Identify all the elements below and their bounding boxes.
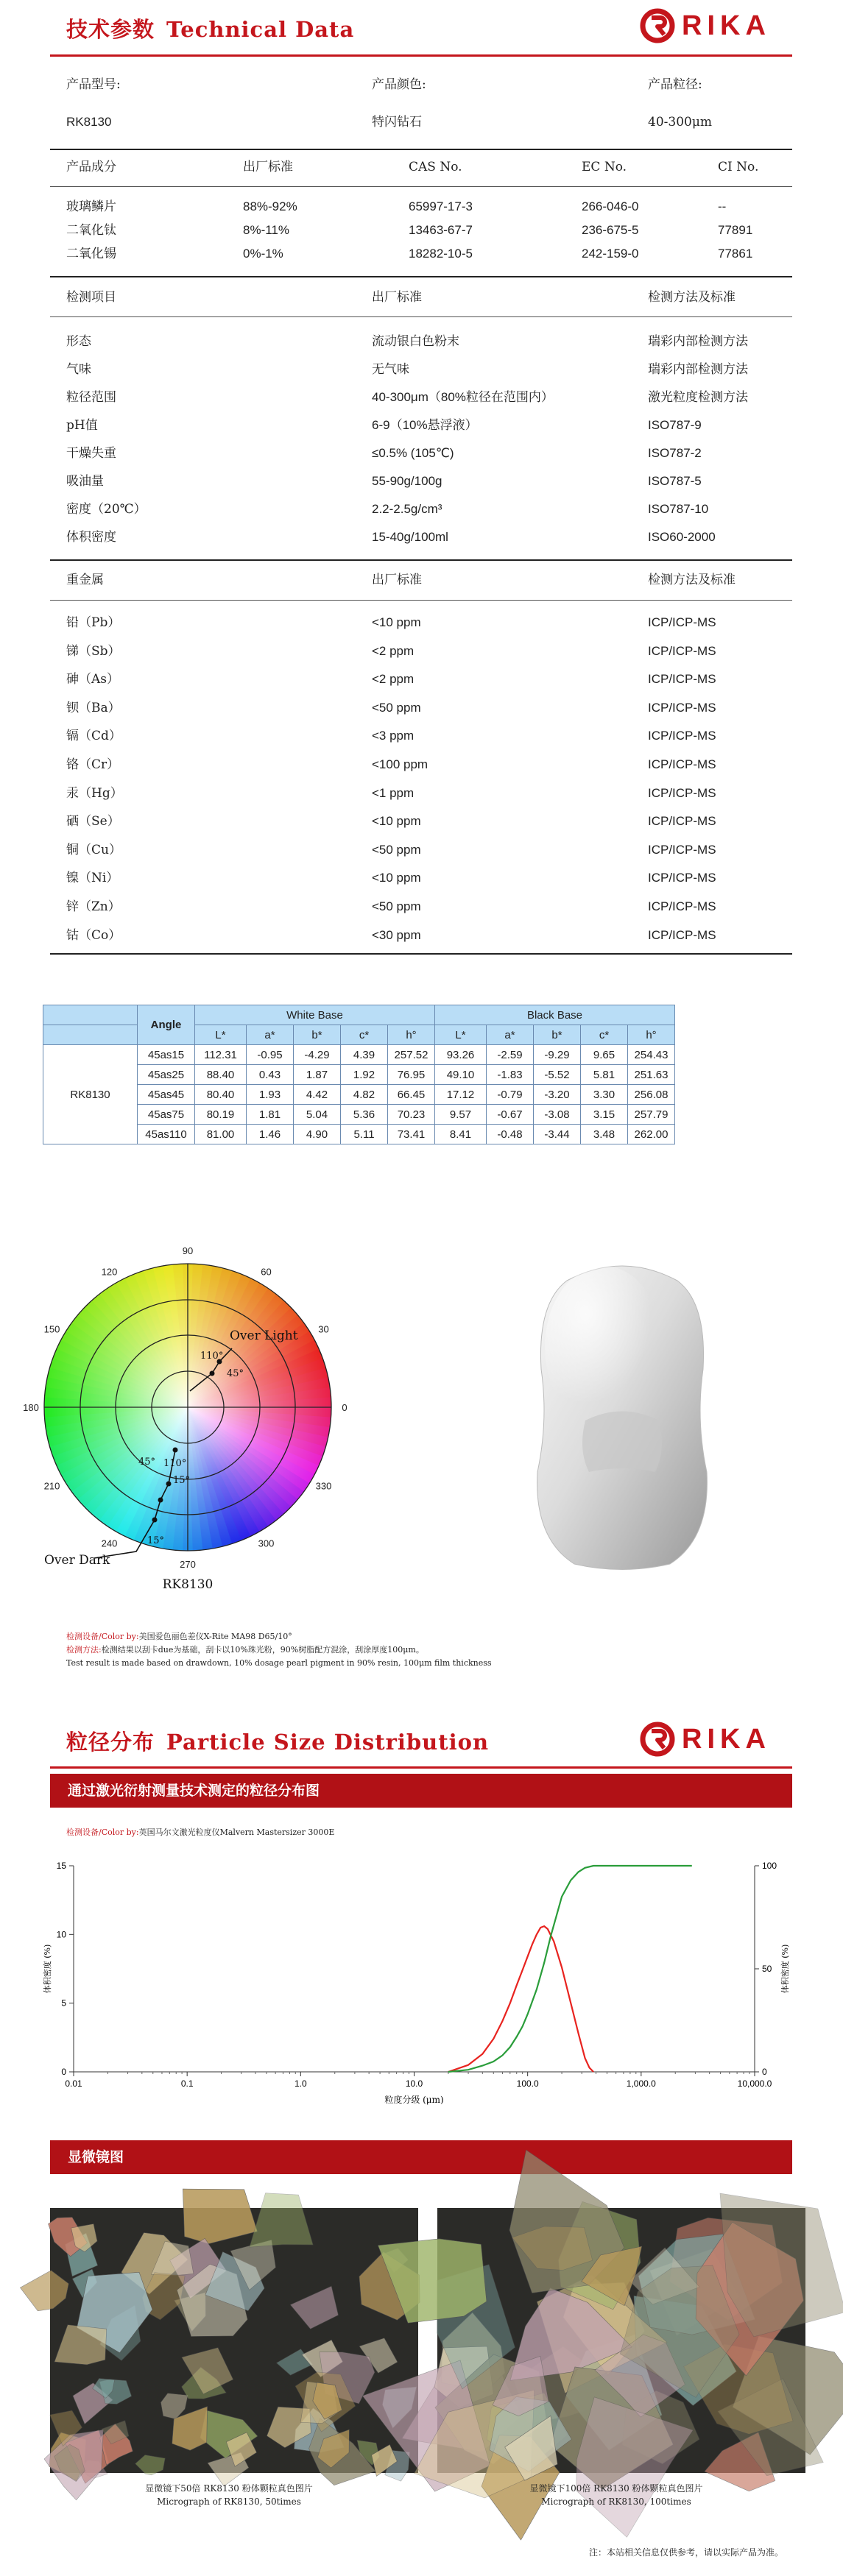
y2-tick-label: 0	[762, 2067, 767, 2077]
value-cell: -3.08	[534, 1105, 581, 1125]
y2-axis-label: 体积密度 (%)	[780, 1944, 790, 1994]
x-axis-label: 粒度分级 (μm)	[384, 2095, 444, 2105]
psd-device-note: 检测设备/Color by:英国马尔文激光粒度仪Malvern Mastersizer 3000E	[66, 1827, 335, 1837]
column-header: L*	[195, 1025, 247, 1045]
table-header: CAS No.	[409, 160, 462, 174]
table-cell: 铅（Pb）	[66, 615, 121, 630]
size-value: 40-300μm	[648, 115, 712, 130]
table-cell: ICP/ICP-MS	[648, 785, 716, 800]
table-cell: 瑞彩内部检测方法	[648, 362, 748, 377]
value-cell: -1.83	[487, 1065, 534, 1085]
car-sample-image	[523, 1251, 722, 1575]
value-cell: 256.08	[628, 1085, 675, 1105]
x-tick-label: 1,000.0	[626, 2078, 656, 2089]
y-tick-label: 5	[61, 1998, 66, 2009]
rika-logo-2: RIKA	[639, 1721, 783, 1758]
value-cell: 262.00	[628, 1125, 675, 1144]
page-title: 技术参数 Technical Data	[66, 17, 355, 42]
value-cell: -4.29	[294, 1045, 341, 1065]
column-header: a*	[487, 1025, 534, 1045]
table-cell: <2 ppm	[372, 672, 415, 687]
y-tick-label: 0	[61, 2067, 66, 2077]
table-cell: 体积密度	[66, 530, 116, 545]
table-cell: ICP/ICP-MS	[648, 757, 716, 771]
table-cell: <10 ppm	[372, 814, 421, 829]
table-cell: 55-90g/100g	[372, 474, 442, 488]
psd-title: 粒径分布 Particle Size Distribution	[66, 1730, 490, 1755]
x-tick-label: 0.1	[180, 2078, 194, 2089]
table-cell: ISO787-2	[648, 446, 702, 460]
over-light-label: Over Light	[230, 1328, 298, 1343]
over-dark-label: Over Dark	[44, 1553, 110, 1568]
value-cell: 49.10	[435, 1065, 487, 1085]
table-cell: pH值	[66, 418, 98, 433]
table-cell: 吸油量	[66, 474, 104, 489]
column-header: c*	[341, 1025, 388, 1045]
value-cell: 88.40	[195, 1065, 247, 1085]
table-cell: 钡（Ba）	[66, 700, 121, 715]
table-cell: 二氧化锡	[66, 247, 116, 261]
column-header: h°	[388, 1025, 435, 1045]
table-cell: <50 ppm	[372, 842, 421, 857]
svg-text:110°: 110°	[200, 1351, 224, 1362]
table-cell: <10 ppm	[372, 871, 421, 885]
table-cell: ICP/ICP-MS	[648, 871, 716, 885]
svg-text:15°: 15°	[147, 1535, 165, 1546]
rika-logo: RIKA	[639, 7, 783, 44]
table-cell: 18282-10-5	[409, 247, 473, 261]
table-cell: ICP/ICP-MS	[648, 814, 716, 829]
color-method-en: Test result is made based on drawdown, 10% dosage pearl pigment in 90% resin, 100μm film thickness	[66, 1658, 492, 1668]
angle-label: 240	[101, 1538, 118, 1549]
series-line-1	[448, 1866, 692, 2072]
table-cell: ISO787-10	[648, 502, 709, 516]
rika-logo-icon	[639, 1721, 679, 1758]
table-cell: 0%-1%	[243, 247, 283, 261]
value-cell: 5.11	[341, 1125, 388, 1144]
column-header: h°	[628, 1025, 675, 1045]
angle-label: 90	[182, 1245, 194, 1256]
y-axis-label: 体积密度 (%)	[43, 1944, 52, 1994]
column-header: a*	[247, 1025, 294, 1045]
table-cell: --	[718, 199, 727, 213]
table-cell: ICP/ICP-MS	[648, 672, 716, 687]
table-cell: 13463-67-7	[409, 223, 473, 237]
table-header: 出厂标准	[243, 160, 293, 174]
svg-text:15°: 15°	[173, 1475, 191, 1486]
value-cell: 254.43	[628, 1045, 675, 1065]
table-cell: ICP/ICP-MS	[648, 700, 716, 715]
color-label: 产品颜色:	[372, 77, 426, 92]
table-cell: ICP/ICP-MS	[648, 729, 716, 743]
value-cell: 5.36	[341, 1105, 388, 1125]
table-cell: 气味	[66, 362, 91, 377]
table-header: 出厂标准	[372, 290, 422, 305]
series-line-0	[448, 1926, 593, 2072]
footer-note: 注：本站相关信息仅供参考，请以实际产品为准。	[589, 2547, 784, 2558]
svg-text:110°: 110°	[163, 1458, 187, 1469]
value-cell: 257.52	[388, 1045, 435, 1065]
angle-label: 210	[43, 1480, 60, 1492]
angle-cell: 45as25	[138, 1065, 195, 1085]
value-cell: 73.41	[388, 1125, 435, 1144]
table-cell: 65997-17-3	[409, 199, 473, 213]
value-cell: 76.95	[388, 1065, 435, 1085]
angle-label: 180	[23, 1402, 39, 1413]
table-cell: 锌（Zn）	[66, 899, 121, 914]
table-cell: 2.2-2.5g/cm³	[372, 502, 442, 516]
value-cell: 112.31	[195, 1045, 247, 1065]
micrograph-50x	[50, 2208, 408, 2473]
table-header: 出厂标准	[372, 573, 422, 587]
table-cell: <3 ppm	[372, 729, 415, 743]
psd-banner: 通过激光衍射测量技术测定的粒径分布图	[50, 1774, 792, 1808]
table-cell: 汞（Hg）	[66, 785, 123, 801]
x-tick-label: 1.0	[294, 2078, 307, 2089]
table-cell: 8%-11%	[243, 223, 289, 237]
y-tick-label: 10	[56, 1929, 66, 1940]
angle-label: 270	[180, 1559, 196, 1570]
x-tick-label: 10.0	[405, 2078, 423, 2089]
table-cell: 硒（Se）	[66, 814, 120, 829]
table-cell: <10 ppm	[372, 615, 421, 629]
value-cell: 80.40	[195, 1085, 247, 1105]
column-header: b*	[534, 1025, 581, 1045]
table-header: 检测方法及标准	[648, 290, 736, 305]
table-header: 重金属	[66, 573, 104, 587]
table-cell: 15-40g/100ml	[372, 530, 448, 544]
table-cell: 6-9（10%悬浮液）	[372, 418, 478, 432]
product-cell: RK8130	[43, 1045, 138, 1144]
value-cell: 4.90	[294, 1125, 341, 1144]
angle-cell: 45as75	[138, 1105, 195, 1125]
value-cell: -0.79	[487, 1085, 534, 1105]
table-cell: 77891	[718, 223, 753, 237]
value-cell: 1.46	[247, 1125, 294, 1144]
value-cell: 3.30	[581, 1085, 628, 1105]
value-cell: 9.65	[581, 1045, 628, 1065]
table-cell: ICP/ICP-MS	[648, 899, 716, 913]
table-cell: 镍（Ni）	[66, 871, 119, 886]
value-cell: 0.43	[247, 1065, 294, 1085]
table-cell: <50 ppm	[372, 700, 421, 715]
svg-text:45°: 45°	[138, 1457, 156, 1468]
table-cell: 镉（Cd）	[66, 729, 121, 744]
column-header: L*	[435, 1025, 487, 1045]
y-tick-label: 15	[56, 1861, 66, 1871]
table-cell: 40-300μm（80%粒径在范围内）	[372, 390, 554, 404]
angle-cell: 45as110	[138, 1125, 195, 1144]
table-cell: ICP/ICP-MS	[648, 927, 716, 942]
table-cell: 粒径范围	[66, 390, 116, 405]
table-cell: <1 ppm	[372, 785, 415, 800]
table-cell: <2 ppm	[372, 643, 415, 658]
micrograph-50x-caption: 显微镜下50倍 RK8130 粉体颗粒真色图片 Micrograph of RK8130, 50times	[145, 2483, 313, 2507]
color-value: 特闪钻石	[372, 115, 422, 130]
column-header: c*	[581, 1025, 628, 1045]
table-cell: 242-159-0	[582, 247, 639, 261]
value-cell: 4.42	[294, 1085, 341, 1105]
color-device-note: 检测设备/Color by:美国爱色丽色差仪X-Rite MA98 D65/10°	[66, 1632, 292, 1641]
color-data-table: Angle White Base Black Base L* a* b* c* h° L* a* b* c* h° RK8130 45as15 112.31 -0.95 -4.29 4.39 257.52 93.26 -2.59 -9.29 9.65 254.43 45as25 88.40 0.43 1.87 1.92 76.95 49.10 -1.83 -5.52 5.81 251.63 45as45 80.40 1.93 4.42 4.82 66.45 17.12 -0.79 -3.20 3.30 256.08 45as75 80.19 1.81 5.04 5.36 70.23 9.57 -0.67 -3.08 3.15 257.79 45as110 81.00 1.46 4.90 5.11 73.41 8.41 -0.48 -3.44 3.48 262.00	[43, 1005, 675, 1144]
table-cell: ≤0.5% (105℃)	[372, 446, 454, 460]
table-cell: 铜（Cu）	[66, 842, 121, 857]
x-tick-label: 0.01	[65, 2078, 82, 2089]
size-label: 产品粒径:	[648, 77, 702, 92]
value-cell: -0.67	[487, 1105, 534, 1125]
value-cell: -2.59	[487, 1045, 534, 1065]
value-cell: 4.82	[341, 1085, 388, 1105]
y2-tick-label: 100	[762, 1861, 777, 1871]
table-cell: 266-046-0	[582, 199, 639, 213]
table-cell: <100 ppm	[372, 757, 428, 771]
table-cell: <50 ppm	[372, 899, 421, 913]
table-cell: 77861	[718, 247, 753, 261]
x-tick-label: 100.0	[516, 2078, 539, 2089]
angle-label: 300	[258, 1538, 275, 1549]
table-header: CI No.	[718, 160, 759, 174]
value-cell: 257.79	[628, 1105, 675, 1125]
angle-cell: 45as15	[138, 1045, 195, 1065]
value-cell: 4.39	[341, 1045, 388, 1065]
table-cell: ISO787-9	[648, 418, 702, 432]
table-cell: 88%-92%	[243, 199, 297, 213]
table-cell: ICP/ICP-MS	[648, 615, 716, 629]
table-cell: ISO787-5	[648, 474, 702, 488]
table-header: EC No.	[582, 160, 627, 174]
table-cell: 铬（Cr）	[66, 757, 120, 772]
table-header: 检测项目	[66, 290, 116, 305]
table-cell: 密度（20℃）	[66, 502, 147, 517]
table-cell: 干燥失重	[66, 446, 116, 461]
wheel-product-label: RK8130	[162, 1577, 214, 1592]
value-cell: 80.19	[195, 1105, 247, 1125]
table-header: 产品成分	[66, 160, 116, 174]
table-cell: 玻璃鳞片	[66, 199, 116, 214]
value-cell: -3.44	[534, 1125, 581, 1144]
value-cell: 9.57	[435, 1105, 487, 1125]
value-cell: 3.15	[581, 1105, 628, 1125]
angle-label: 0	[342, 1402, 348, 1413]
table-cell: ISO60-2000	[648, 530, 716, 544]
table-cell: ICP/ICP-MS	[648, 842, 716, 857]
color-wheel	[23, 1229, 383, 1612]
flake	[250, 2193, 314, 2248]
micro-banner: 显微镜图	[50, 2140, 792, 2174]
value-cell: 1.92	[341, 1065, 388, 1085]
table-cell: ICP/ICP-MS	[648, 643, 716, 658]
y2-tick-label: 50	[762, 1964, 772, 1974]
table-cell: <30 ppm	[372, 927, 421, 942]
table-cell: 236-675-5	[582, 223, 639, 237]
micrograph-100x	[437, 2208, 792, 2473]
value-cell: 93.26	[435, 1045, 487, 1065]
table-cell: 无气味	[372, 362, 409, 377]
table-cell: 流动银白色粉末	[372, 334, 459, 349]
value-cell: -3.20	[534, 1085, 581, 1105]
value-cell: 17.12	[435, 1085, 487, 1105]
column-header: b*	[294, 1025, 341, 1045]
value-cell: 1.93	[247, 1085, 294, 1105]
value-cell: 8.41	[435, 1125, 487, 1144]
table-cell: 二氧化钛	[66, 223, 116, 238]
angle-label: 330	[315, 1480, 332, 1492]
table-cell: 砷（As）	[66, 672, 120, 687]
value-cell: 81.00	[195, 1125, 247, 1144]
angle-label: 30	[318, 1323, 329, 1335]
value-cell: 70.23	[388, 1105, 435, 1125]
svg-text:45°: 45°	[227, 1368, 244, 1379]
table-header: 检测方法及标准	[648, 573, 736, 587]
value-cell: 66.45	[388, 1085, 435, 1105]
value-cell: 1.87	[294, 1065, 341, 1085]
psd-chart	[37, 1851, 817, 2123]
value-cell: 251.63	[628, 1065, 675, 1085]
value-cell: 5.04	[294, 1105, 341, 1125]
model-label: 产品型号:	[66, 77, 121, 92]
value-cell: -0.48	[487, 1125, 534, 1144]
x-tick-label: 10,000.0	[737, 2078, 772, 2089]
rika-logo-icon	[639, 7, 679, 44]
table-cell: 形态	[66, 334, 91, 349]
value-cell: -5.52	[534, 1065, 581, 1085]
table-cell: 钴（Co）	[66, 927, 121, 943]
angle-cell: 45as45	[138, 1085, 195, 1105]
value-cell: 1.81	[247, 1105, 294, 1125]
value-cell: 3.48	[581, 1125, 628, 1144]
table-cell: 瑞彩内部检测方法	[648, 334, 748, 349]
angle-label: 120	[101, 1266, 118, 1278]
value-cell: -0.95	[247, 1045, 294, 1065]
table-cell: 锑（Sb）	[66, 643, 121, 659]
value-cell: -9.29	[534, 1045, 581, 1065]
model-value: RK8130	[66, 115, 112, 129]
angle-label: 60	[261, 1266, 272, 1278]
color-method-note: 检测方法:检测结果以刮卡due为基础，刮卡以10%珠光粉，90%树脂配方混涂，刮涂厚度100μm。	[66, 1645, 424, 1655]
micrograph-100x-caption: 显微镜下100倍 RK8130 粉体颗粒真色图片 Micrograph of RK8130, 100times	[529, 2483, 703, 2507]
value-cell: 5.81	[581, 1065, 628, 1085]
angle-label: 150	[43, 1323, 60, 1335]
table-cell: 激光粒度检测方法	[648, 390, 748, 405]
